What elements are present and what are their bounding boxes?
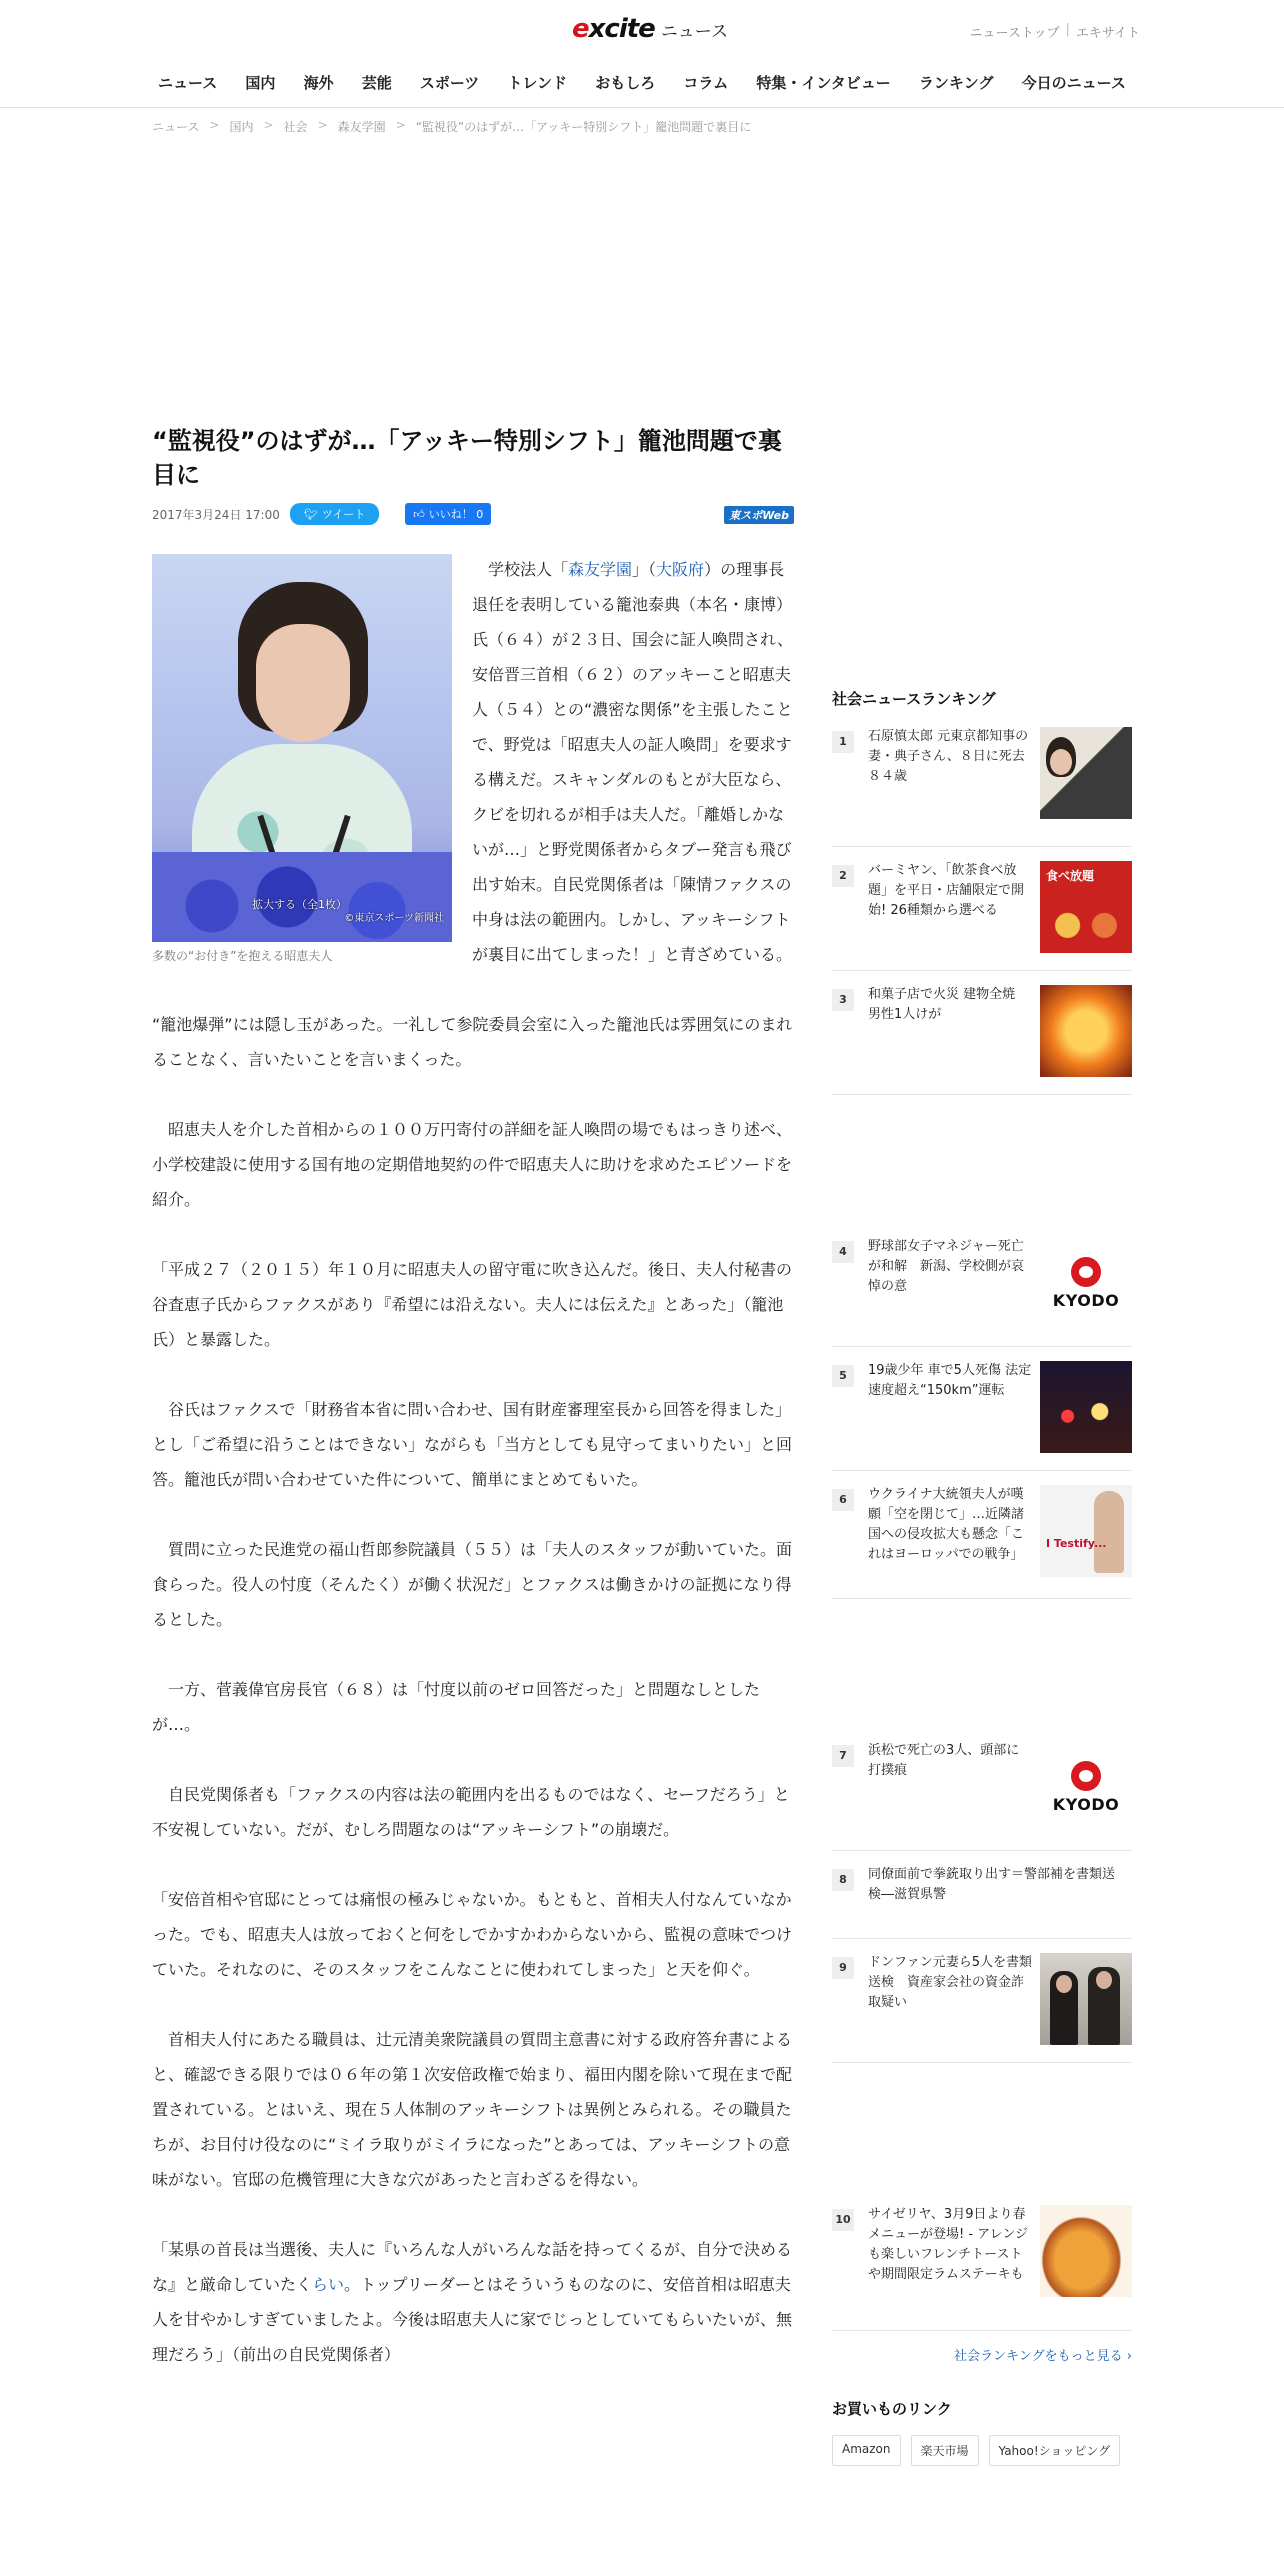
site-logo[interactable]: [572, 14, 728, 44]
chevron-right-icon: ›: [1126, 2349, 1132, 2364]
logo-sub: ニュース: [660, 22, 728, 42]
rank-thumbnail: [1040, 985, 1132, 1077]
nav-item-trend[interactable]: トレンド: [507, 74, 568, 92]
ranking-item[interactable]: [832, 1939, 1132, 2063]
breadcrumb-separator: >: [317, 118, 328, 132]
rank-thumbnail: [1040, 1953, 1132, 2045]
testify-label: I Testify...: [1046, 1537, 1107, 1550]
top-links: [970, 22, 1140, 41]
site-header: [0, 0, 1284, 108]
article-photo[interactable]: [152, 554, 452, 942]
global-nav: [152, 72, 1132, 93]
article-paragraph: 一方、菅義偉官房長官（６８）は「忖度以前のゼロ回答だった」と問題なしとしたが…。: [152, 1680, 761, 1734]
rank-text: 野球部女子マネジャー死亡が和解 新潟、学校側が哀悼の意: [868, 1239, 1025, 1294]
article-paragraph: 谷氏はファクスで「財務省本省に問い合わせ、国有財産審理室長から回答を得ました」とし「ご希望に沿うことはできない」ながらも「当方としても見守ってまいりたい」と回答。籠池氏が問い合わせていた件について、簡単にまとめてもいた。: [152, 1400, 793, 1489]
ranking-item[interactable]: [832, 723, 1132, 847]
rank-number: 4: [832, 1241, 854, 1263]
article-paragraph: 「安倍首相や官邸にとっては痛恨の極みじゃないか。もともと、首相夫人付なんていなかった。でも、昭恵夫人は放っておくと何をしでかすかわからないから、監視の意味でつけていた。それなのに、そのスタッフをこんなことに使われてしまった」と天を仰ぐ。: [152, 1890, 793, 1979]
nav-item-today[interactable]: 今日のニュース: [1021, 74, 1126, 92]
nav-item-overseas[interactable]: 海外: [303, 74, 334, 92]
tweet-button[interactable]: [290, 503, 379, 525]
paragraph-text: ）の理事長退任を表明している籠池泰典（本名・康博）氏（６４）が２３日、国会に証人喚問され、安倍晋三首相（６２）のアッキーこと昭恵夫人（５４）との“濃密な関係”を主張したことで、野党は「昭恵夫人の証人喚問」を要求する構えだ。スキャンダルのもとが大臣なら、クビを切れるが相手は夫人だ。「離婚しかないが…」と野党関係者からタブー発言も飛び出す始末。自民党関係者は「陳情ファクスの中身は法の範囲内。しかし、アッキーシフトが裏目に出てしまった！」と青ざめている。: [472, 560, 793, 964]
ranking-more-link[interactable]: [832, 2345, 1132, 2364]
rank-number: 3: [832, 989, 854, 1011]
article-title: “監視役”のはずが…「アッキー特別シフト」籠池問題で裏目に: [152, 427, 782, 489]
photo-face-shape: [256, 624, 350, 742]
article-meta: [152, 502, 794, 526]
ranking-item[interactable]: [832, 1727, 1132, 1851]
nav-item-entertainment[interactable]: 芸能: [361, 74, 392, 92]
ranking-item[interactable]: [832, 1471, 1132, 1599]
rank-number: 10: [832, 2209, 854, 2231]
sidebar-ranking: [832, 688, 1132, 2466]
rank-thumbnail: [1040, 1361, 1132, 1453]
article-paragraph: 「平成２７（２０１５）年１０月に昭恵夫人の留守電に吹き込んだ。後日、夫人付秘書の谷査恵子氏からファクスがあり『希望には沿えない。夫人には伝えた』とあった」（籠池氏）と暴露した。: [152, 1260, 793, 1349]
kyodo-label: KYODO: [1052, 1794, 1120, 1814]
kyodo-logo-icon: [1040, 1237, 1132, 1329]
rank-text: ウクライナ大統領夫人が嘆願「空を閉じて」…近隣諸国への侵攻拡大も懸念「これはヨーロッパでの戦争」: [868, 1487, 1025, 1562]
rank-thumbnail: [1040, 861, 1132, 953]
breadcrumb: [152, 118, 751, 135]
ranking-item[interactable]: [832, 2191, 1132, 2331]
article-body: [152, 552, 794, 2372]
rank-number: 5: [832, 1365, 854, 1387]
ranking-item[interactable]: [832, 847, 1132, 971]
breadcrumb-separator: >: [263, 118, 274, 132]
article-paragraph: 首相夫人付にあたる職員は、辻元清美衆院議員の質問主意書に対する政府答弁書によると、確認できる限りでは０６年の第１次安倍政権で始まり、福田内閣を除いて現在まで配置されている。とはいえ、現在５人体制のアッキーシフトは異例とみられる。その職員たちが、お目付け役なのに“ミイラ取りがミイラになった”とあっては、アッキーシフトの意味がない。官邸の危機管理に大きな穴があったと言わざるを得ない。: [152, 2030, 793, 2189]
breadcrumb-item[interactable]: 森友学園: [337, 120, 386, 134]
article-paragraph: 昭恵夫人を介した首相からの１００万円寄付の詳細を証人喚問の場でもはっきり述べ、小学校建設に使用する国有地の定期借地契約の件で昭恵夫人に助けを求めたエピソードを紹介。: [152, 1120, 793, 1209]
breadcrumb-item[interactable]: 社会: [283, 120, 308, 134]
article-paragraph: “籠池爆弾”には隠し玉があった。一礼して参院委員会室に入った籠池氏は雰囲気にのまれることなく、言いたいことを言いまくった。: [152, 1015, 793, 1069]
top-link-news-top[interactable]: ニューストップ: [969, 26, 1060, 41]
shop-link-rakuten[interactable]: 楽天市場: [911, 2435, 979, 2466]
rank-number: 8: [832, 1869, 854, 1891]
article-paragraph: [152, 2232, 794, 2372]
nav-item-features[interactable]: 特集・インタビュー: [756, 74, 891, 92]
like-button[interactable]: [405, 503, 491, 525]
breadcrumb-current: “監視役”のはずが…「アッキー特別シフト」籠池問題で裏目に: [415, 120, 752, 134]
nav-item-funny[interactable]: おもしろ: [595, 74, 656, 92]
top-link-separator: |: [1065, 22, 1070, 37]
ad-gap: [832, 1599, 1132, 1727]
ranking-item[interactable]: [832, 1851, 1132, 1939]
rank-text: 浜松で死亡の3人、頭部に打撲痕: [868, 1743, 1020, 1778]
rank-number: 7: [832, 1745, 854, 1767]
rank-text: 和菓子店で火災 建物全焼 男性1人けが: [868, 987, 1016, 1022]
rank-number: 2: [832, 865, 854, 887]
breadcrumb-separator: >: [395, 118, 406, 132]
rank-thumbnail: [1040, 727, 1132, 819]
article-figure: [152, 554, 452, 964]
link-rai[interactable]: らい: [312, 2275, 345, 2294]
shop-link-yahoo[interactable]: Yahoo!ショッピング: [989, 2435, 1121, 2466]
ranking-item[interactable]: [832, 971, 1132, 1095]
paragraph-text: 学校法人「: [488, 560, 569, 579]
kyodo-ring-icon: [1071, 1761, 1101, 1791]
logo-mark: excite: [572, 14, 655, 44]
article-paragraph: 自民党関係者も「ファクスの内容は法の範囲内を出るものではなく、セーフだろう」と不安視していない。だが、むしろ問題なのは“アッキーシフト”の崩壊だ。: [152, 1785, 790, 1839]
breadcrumb-item[interactable]: ニュース: [152, 120, 200, 134]
nav-item-domestic[interactable]: 国内: [245, 74, 276, 92]
photo-credit: ©東京スポーツ新聞社: [344, 913, 444, 924]
nav-item-sports[interactable]: スポーツ: [419, 74, 480, 92]
rank-text: サイゼリヤ、3月9日より春メニューが登場! - アレンジも楽しいフレンチトーストや期間限定ラムステーキも: [868, 2207, 1028, 2282]
rank-text: バーミヤン、「飲茶食べ放題」を平日・店舗限定で開始! 26種類から選べる: [868, 863, 1025, 918]
rank-thumbnail: [1040, 2205, 1132, 2297]
article-paragraph: 質問に立った民進党の福山哲郎参院議員（５５）は「夫人のスタッフが動いていた。面食らった。役人の忖度（そんたく）が働く状況だ」とファクスは働きかけの証拠になり得るとした。: [152, 1540, 793, 1629]
link-osaka[interactable]: 大阪府: [656, 560, 705, 579]
shop-link-amazon[interactable]: Amazon: [832, 2435, 901, 2466]
rank-number: 6: [832, 1489, 854, 1511]
rank-number: 1: [832, 731, 854, 753]
paragraph-text: 「某県の首長は当選後、夫人に『いろんな人がいろんな話を持ってくるが、自分で決めるな』と厳命していたく: [152, 2240, 793, 2294]
food-banner-label: 食べ放題: [1046, 869, 1095, 883]
rank-text: 同僚面前で拳銃取り出す＝警部補を書類送検―滋賀県警: [868, 1867, 1116, 1902]
ranking-item[interactable]: [832, 1347, 1132, 1471]
photo-caption: 多数の“お付き”を抱える昭恵夫人: [152, 949, 333, 963]
kyodo-ring-icon: [1071, 1257, 1101, 1287]
nav-item-news[interactable]: ニュース: [158, 74, 218, 92]
shopping-links-title: お買いものリンク: [832, 2400, 952, 2418]
rank-thumbnail: [1040, 1485, 1132, 1577]
rank-number: 9: [832, 1957, 854, 1979]
source-badge[interactable]: 東スポWeb: [724, 506, 794, 524]
nav-item-ranking[interactable]: ランキング: [918, 74, 994, 92]
twitter-bird-icon: 🐦︎: [303, 507, 318, 521]
like-label: いいね！ 0: [428, 508, 484, 521]
article: [152, 424, 794, 2407]
nav-item-column[interactable]: コラム: [683, 74, 729, 92]
ranking-item[interactable]: [832, 1223, 1132, 1347]
ranking-more-label: 社会ランキングをもっと見る: [954, 2349, 1123, 2364]
ad-gap: [832, 1095, 1132, 1223]
paragraph-text: 」（: [632, 560, 657, 579]
ad-gap: [832, 2063, 1132, 2191]
paragraph-text: 。トップリーダーとはそういうものなのに、安倍首相は昭恵夫人を甘やかしすぎていましたよ。今後は昭恵夫人に家でじっとしていてもらいたいが、無理だろう」（前出の自民党関係者）: [152, 2275, 793, 2364]
ranking-title: 社会ニュースランキング: [832, 690, 996, 708]
photo-enlarge-label[interactable]: 拡大する（全1枚）: [252, 898, 347, 911]
link-moritomo[interactable]: 森友学園: [568, 560, 633, 579]
article-date: 2017年3月24日 17:00: [152, 507, 280, 522]
rank-text: ドンファン元妻ら5人を書類送検 資産家会社の資金詐取疑い: [868, 1955, 1033, 2010]
thumbs-up-icon: 👍︎: [413, 507, 425, 521]
tweet-label: ツイート: [321, 508, 366, 521]
shopping-links: [832, 2435, 1132, 2466]
rank-text: 石原慎太郎 元東京都知事の妻・典子さん、８日に死去 ８４歳: [868, 729, 1038, 784]
rank-text: 19歳少年 車で5人死傷 法定速度超え“150km”運転: [868, 1363, 1032, 1398]
top-link-excite[interactable]: エキサイト: [1075, 26, 1140, 41]
breadcrumb-separator: >: [209, 118, 220, 132]
breadcrumb-item[interactable]: 国内: [229, 120, 254, 134]
kyodo-logo-icon: [1040, 1741, 1132, 1833]
kyodo-label: KYODO: [1052, 1290, 1120, 1310]
